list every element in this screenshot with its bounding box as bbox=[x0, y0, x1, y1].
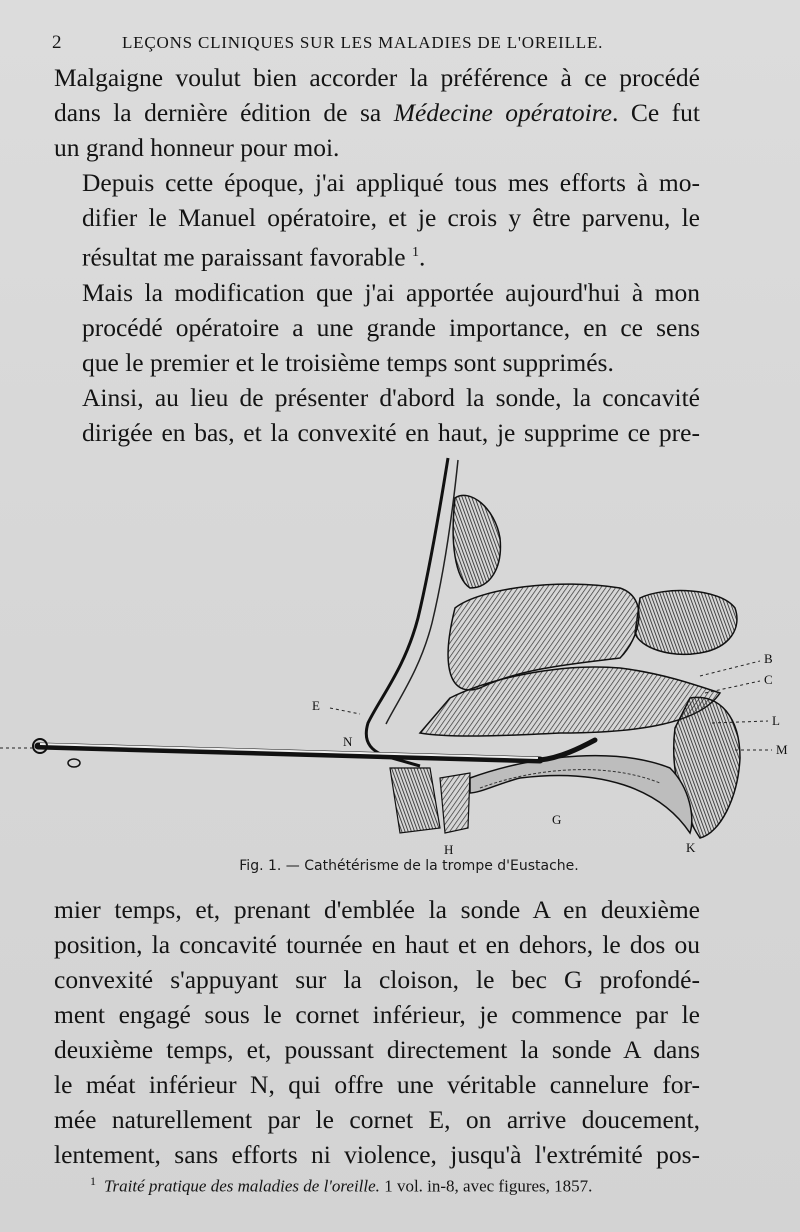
label-c: C bbox=[764, 672, 773, 687]
book-title-emphasis: Médecine opératoire bbox=[393, 98, 612, 127]
label-b: B bbox=[764, 651, 773, 666]
text-line: mier temps, et, prenant d'emblée la sonde A en deuxième bbox=[54, 895, 700, 924]
lower-text-block bbox=[54, 892, 700, 1172]
text-line: convexité s'appuyant sur la cloison, le bec G profondé- bbox=[54, 965, 700, 994]
label-g: G bbox=[552, 812, 562, 827]
text-line: que le premier et le troisième temps sont supprimés. bbox=[82, 347, 614, 377]
page-number: 2 bbox=[52, 32, 62, 53]
figure-caption: Fig. 1. — Cathétérisme de la trompe d'Eustache. bbox=[239, 858, 579, 874]
text-line: le méat inférieur N, qui offre une véritable cannelure for- bbox=[54, 1070, 700, 1099]
footnote-reference: 1 bbox=[411, 245, 419, 260]
text-line: dans la dernière édition de sa Médecine opératoire. Ce fut bbox=[54, 98, 700, 127]
paragraph-1 bbox=[54, 60, 700, 165]
text-line: résultat me paraissant favorable $^1$. bbox=[82, 242, 426, 272]
text-line: lentement, sans efforts ni violence, jusqu'à l'extrémité pos- bbox=[54, 1140, 700, 1169]
text-line: dirigée en bas, et la convexité en haut, je supprime ce pre- bbox=[82, 417, 700, 447]
text-line: mée naturellement par le cornet E, on arrive doucement, bbox=[54, 1105, 700, 1134]
paragraph-2 bbox=[54, 165, 700, 275]
label-k: K bbox=[686, 840, 696, 855]
text-line: difier le Manuel opératoire, et je crois y être parvenu, le bbox=[82, 203, 700, 232]
text-line: Mais la modification que j'ai apportée aujourd'hui à mon bbox=[82, 277, 700, 307]
text-line: Malgaigne voulut bien accorder la préférence à ce procédé bbox=[54, 63, 700, 92]
text-line: procédé opératoire a une grande importance, en ce sens bbox=[82, 312, 700, 342]
text-line: Ainsi, au lieu de présenter d'abord la sonde, la concavité bbox=[82, 382, 700, 412]
paragraph-5 bbox=[54, 892, 700, 1172]
footnote-title: Traité pratique des maladies de l'oreille. bbox=[104, 1176, 380, 1196]
text-line: position, la concavité tournée en haut et en dehors, le dos ou bbox=[54, 930, 700, 959]
paragraph-3 bbox=[54, 275, 700, 380]
nasal-cavity-engraving bbox=[0, 448, 800, 858]
footnote bbox=[90, 1174, 714, 1197]
label-l: L bbox=[772, 713, 780, 728]
text-line: ment engagé sous le cornet inférieur, je commence par le bbox=[54, 1000, 700, 1029]
running-title: LEÇONS CLINIQUES SUR LES MALADIES DE L'OREILLE. bbox=[122, 33, 604, 52]
anatomical-figure bbox=[0, 448, 800, 858]
text-line: un grand honneur pour moi. bbox=[54, 133, 340, 162]
running-header bbox=[52, 32, 720, 54]
label-e: E bbox=[312, 698, 320, 713]
text-line: deuxième temps, et, poussant directement la sonde A dans bbox=[54, 1035, 700, 1064]
text-line: Depuis cette époque, j'ai appliqué tous mes efforts à mo- bbox=[82, 168, 700, 197]
label-m: M bbox=[776, 742, 788, 757]
upper-text-block bbox=[54, 60, 700, 450]
label-h: H bbox=[444, 842, 454, 857]
footnote-details: 1 vol. in-8, avec figures, 1857. bbox=[384, 1176, 593, 1196]
footnote-mark: 1 bbox=[90, 1174, 96, 1188]
paragraph-4 bbox=[54, 380, 700, 450]
label-n: N bbox=[343, 734, 353, 749]
